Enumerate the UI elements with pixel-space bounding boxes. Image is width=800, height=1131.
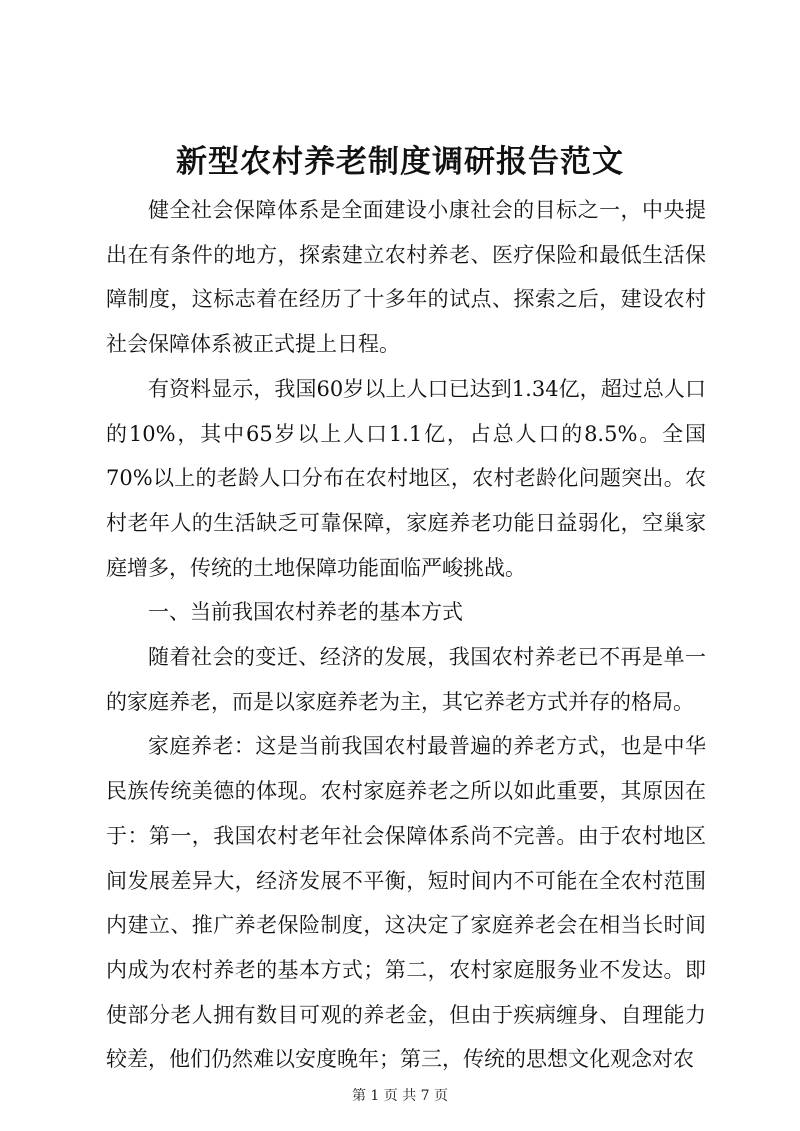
paragraph-intro: 健全社会保障体系是全面建设小康社会的目标之一，中央提出在有条件的地方，探索建立农村养老、医疗保险和最低生活保障制度，这标志着在经历了十多年的试点、探索之后，建设农村社会保障体系被正式提上日程。 — [106, 198, 706, 357]
page-number: 第 1 页 共 7 页 — [351, 1088, 449, 1104]
document-title: 新型农村养老制度调研报告范文 — [176, 144, 624, 180]
paragraph-overview: 随着社会的变迁、经济的发展，我国农村养老已不再是单一的家庭养老，而是以家庭养老为主，其它养老方式并存的格局。 — [106, 645, 706, 714]
section-heading: 一、当前我国农村养老的基本方式 — [148, 600, 463, 625]
paragraph-family-care: 家庭养老：这是当前我国农村最普遍的养老方式，也是中华民族传统美德的体现。农村家庭养老之所以如此重要，其原因在于：第一，我国农村老年社会保障体系尚不完善。由于农村地区间发展差异大，经济发展不平衡，短时间内不可能在全农村范围内建立、推广养老保险制度，这决定了家庭养老会在相当长时间内成为农村养老的基本方式；第二，农村家庭服务业不发达。即使部分老人拥有数目可观的养老金，但由于疾病缠身、自理能力较差，他们仍然难以安度晚年；第三，传统的思想文化观念对农 — [106, 734, 706, 1072]
document-body — [106, 188, 706, 1082]
paragraph-statistics: 有资料显示，我国60岁以上人口已达到1.34亿，超过总人口的10%，其中65岁以上人口1.1亿，占总人口的8.5%。全国70%以上的老龄人口分布在农村地区，农村老龄化问题突出。农村老年人的生活缺乏可靠保障，家庭养老功能日益弱化，空巢家庭增多，传统的土地保障功能面临严峻挑战。 — [106, 376, 706, 580]
